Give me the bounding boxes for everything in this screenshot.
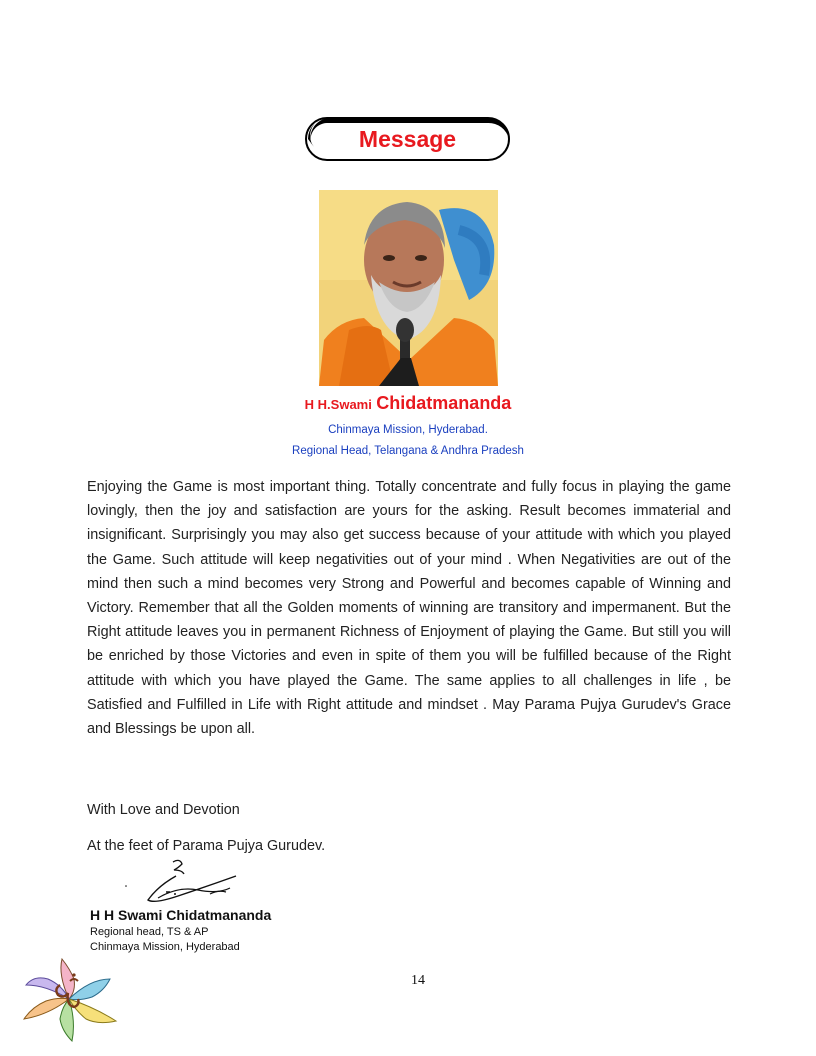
- author-role: Regional Head, Telangana & Andhra Pradesh: [292, 445, 524, 457]
- page-number: 14: [411, 973, 425, 988]
- message-title-badge: [305, 117, 510, 161]
- signoff-organization: Chinmaya Mission, Hyderabad: [90, 941, 240, 953]
- signoff-name: H H Swami Chidatmananda: [90, 907, 272, 923]
- closing-line-feet: At the feet of Parama Pujya Gurudev.: [87, 838, 326, 854]
- swami-portrait: [319, 190, 498, 386]
- author-name: Chidatmananda: [376, 393, 512, 413]
- handwritten-signature: [118, 856, 288, 912]
- author-name-line: [0, 393, 816, 414]
- page-title: Message: [358, 126, 457, 152]
- portrait-image: [319, 190, 498, 386]
- message-body: Enjoying the Game is most important thing. Totally concentrate and fully focus in playing the game lovingly, then the joy and satisfaction are yours for the asking. Result becomes immaterial and insignificant. Surprisingly you may also get success because of your attitude with which you played the Game. Such attitude will keep negativities out of your mind . When Negativities are out of the mind then such a mind becomes very Strong and Powerful and becomes capable of Winning and Victory. Remember that all the Golden moments of winning are transitory and impermanent. But the Right attitude leaves you in permanent Richness of Enjoyment of playing the Game. But still you will be enriched by those Victories and even in spite of them you will be fulfilled because of the Right attitude with which you have played the Game. The same applies to all challenges in life , be Satisfied and Fulfilled in Life with Right attitude and mindset . May Parama Pujya Gurudev's Grace and Blessings be upon all.: [87, 479, 731, 738]
- signoff-role: Regional head, TS & AP: [90, 926, 209, 938]
- author-organization: Chinmaya Mission, Hyderabad.: [328, 424, 488, 436]
- closing-line-love: With Love and Devotion: [87, 802, 240, 818]
- lotus-om-logo-icon: [18, 955, 120, 1043]
- author-prefix: H H.Swami: [304, 397, 372, 412]
